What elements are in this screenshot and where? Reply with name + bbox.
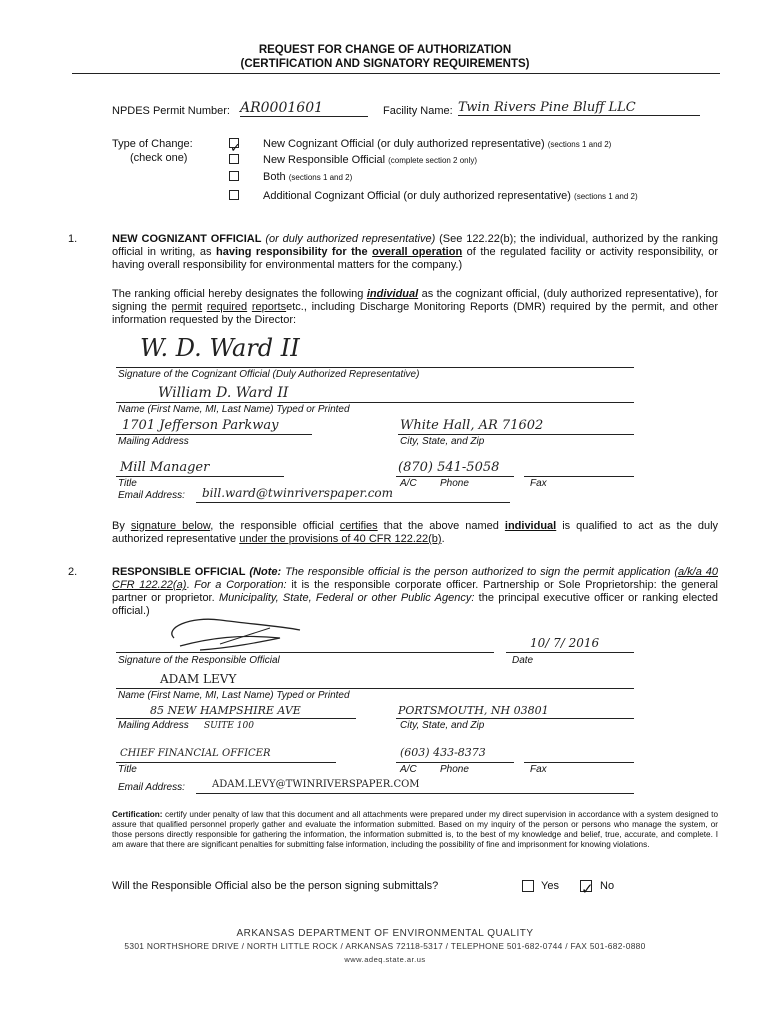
form-title: REQUEST FOR CHANGE OF AUTHORIZATION (258, 44, 512, 56)
form-subtitle: (CERTIFICATION AND SIGNATORY REQUIREMENTS) (240, 58, 530, 70)
section-2-intro: RESPONSIBLE OFFICIAL (Note: The responsible official is the person authorized to sign the permit application (a/k/a 40 CFR 122.22(a). For a Corporation: it is the responsible corporate officer. Partnership or Sole Proprietorship: the general partner or proprietor. Municipality, State, Federal or other Public Agency: the principal executive officer or ranking elected official.) (112, 566, 719, 617)
responsible-title-line (116, 762, 336, 763)
cognizant-signature[interactable]: W. D. Ward II (140, 334, 300, 362)
npdes-label: NPDES Permit Number: (112, 105, 230, 117)
option-both: Both (sections 1 and 2) (263, 171, 353, 183)
yes-checkbox[interactable] (522, 880, 534, 892)
footer-agency: ARKANSAS DEPARTMENT OF ENVIRONMENTAL QUALITY (236, 928, 534, 939)
responsible-address-field[interactable]: 85 NEW HAMPSHIRE AVE (150, 704, 301, 717)
cognizant-email-field[interactable]: bill.ward@twinriverspaper.com (202, 486, 394, 500)
cognizant-fax-caption: Fax (530, 478, 547, 489)
cognizant-fax-line (524, 476, 634, 477)
responsible-date-field[interactable]: 10/ 7/ 2016 (530, 636, 600, 650)
certification-text: Certification: certify under penalty of law that this document and all attachments were prepared under my direct supervision in accordance with a system designed to assure that qualified personnel properly gather and evaluate the information submitted. Based on my inquiry of the person or persons who manage the system, or those persons directly responsible for gathering the information, the information submitted is, to the best of my knowledge and belief, true, accurate, and complete. I am aware that there are significant penalties for submitting false information, including the possibility of fine and imprisonment for knowing violations. (112, 810, 718, 849)
section-1-designation: The ranking official hereby designates the following individual as the cognizant official, (duly authorized representative), for signing the permit required reportsetc., including Discharge Monitoring Reports (DMR) required by the permit, and other information requested by the Director: (112, 288, 718, 326)
cognizant-email-line (196, 502, 510, 503)
cognizant-title-line (116, 476, 284, 477)
responsible-name-field[interactable]: ADAM LEVY (160, 672, 237, 686)
cognizant-name-caption: Name (First Name, MI, Last Name) Typed or Printed (118, 404, 350, 415)
responsible-title-caption: Title (118, 764, 137, 775)
cognizant-phone-line (396, 476, 514, 477)
cognizant-city-field[interactable]: White Hall, AR 71602 (400, 418, 544, 433)
option-both-checkbox[interactable] (229, 171, 239, 181)
section-1-intro: NEW COGNIZANT OFFICIAL (or duly authorized representative) (See 122.22(b); the individual, authorized by the ranking official in writing, as having responsibility for the overall operation of the regulated facility or activity responsibility, or having overall responsibility for environmental matters for the company.) (112, 233, 719, 271)
responsible-email-line (196, 793, 634, 794)
cognizant-name-line (116, 402, 634, 403)
responsible-name-line (116, 688, 634, 689)
responsible-city-field[interactable]: PORTSMOUTH, NH 03801 (398, 704, 549, 717)
responsible-city-caption: City, State, and Zip (400, 720, 485, 731)
cognizant-title-caption: Title (118, 478, 137, 489)
option-additional-cognizant-checkbox[interactable] (229, 190, 239, 200)
npdes-field[interactable]: AR0001601 (240, 100, 368, 117)
responsible-title-field[interactable]: CHIEF FINANCIAL OFFICER (120, 748, 271, 759)
cognizant-phone-field[interactable]: (870) 541-5058 (398, 460, 500, 475)
no-checkbox[interactable] (580, 880, 594, 898)
cognizant-city-caption: City, State, and Zip (400, 436, 485, 447)
option-new-cognizant: New Cognizant Official (or duly authorized representative) (sections 1 and 2) (263, 138, 612, 150)
section-1-number: 1. (68, 233, 78, 245)
checkmark-icon: ✓ (581, 880, 594, 898)
responsible-date-line (506, 652, 634, 653)
responsible-fax-caption: Fax (530, 764, 547, 775)
checkmark-icon: ✓ (230, 141, 241, 156)
responsible-signature[interactable] (160, 608, 320, 658)
responsible-address-field-2[interactable]: SUITE 100 (204, 721, 254, 731)
responsible-signature-caption: Signature of the Responsible Official (118, 655, 280, 666)
responsible-phone-caption: Phone (440, 764, 469, 775)
responsible-name-caption: Name (First Name, MI, Last Name) Typed or Printed (118, 690, 350, 701)
cognizant-phone-caption: Phone (440, 478, 469, 489)
option-additional-cognizant: Additional Cognizant Official (or duly authorized representative) (sections 1 and 2) (263, 190, 638, 202)
responsible-email-field[interactable]: ADAM.LEVY@TWINRIVERSPAPER.COM (212, 779, 420, 790)
cognizant-title-field[interactable]: Mill Manager (120, 460, 210, 475)
cognizant-signature-caption: Signature of the Cognizant Official (Duly Authorized Representative) (118, 369, 420, 380)
signing-question: Will the Responsible Official also be the person signing submittals? (112, 880, 439, 892)
yes-label: Yes (541, 880, 559, 892)
cognizant-signature-line (116, 367, 634, 368)
cognizant-address-caption: Mailing Address (118, 436, 189, 447)
responsible-phone-line (396, 762, 514, 763)
responsible-address-caption: Mailing Address (118, 720, 189, 731)
cognizant-address-field[interactable]: 1701 Jefferson Parkway (122, 418, 279, 433)
facility-field[interactable]: Twin Rivers Pine Bluff LLC (458, 100, 700, 116)
responsible-fax-line (524, 762, 634, 763)
responsible-city-line (396, 718, 634, 719)
option-new-responsible: New Responsible Official (complete section 2 only) (263, 154, 478, 166)
cognizant-name-field[interactable]: William D. Ward II (158, 385, 289, 401)
cognizant-address-line (116, 434, 312, 435)
section-1-closing: By signature below, the responsible official certifies that the above named individual is qualified to act as the duly authorized representative under the provisions of 40 CFR 122.22(b). (112, 520, 719, 545)
facility-label: Facility Name: (383, 105, 453, 117)
cognizant-email-label: Email Address: (118, 490, 185, 501)
section-2-number: 2. (68, 566, 78, 578)
no-label: No (600, 880, 615, 892)
responsible-ac-caption: A/C (400, 764, 417, 775)
header-rule (72, 73, 720, 74)
change-type-sublabel: (check one) (130, 152, 188, 164)
responsible-email-label: Email Address: (118, 782, 185, 793)
responsible-phone-field[interactable]: (603) 433-8373 (400, 746, 486, 759)
responsible-signature-line (116, 652, 494, 653)
cognizant-city-line (398, 434, 634, 435)
footer-address: 5301 NORTHSHORE DRIVE / NORTH LITTLE ROCK / ARKANSAS 72118-5317 / TELEPHONE 501-682-0744 / FAX 501-682-0880 (124, 941, 646, 951)
option-new-cognizant-checkbox[interactable] (229, 138, 241, 156)
responsible-address-line (116, 718, 356, 719)
option-new-responsible-checkbox[interactable] (229, 154, 239, 164)
footer-web: www.adeq.state.ar.us (344, 955, 426, 964)
change-type-label: Type of Change: (112, 138, 193, 150)
responsible-date-caption: Date (512, 655, 534, 666)
cognizant-ac-caption: A/C (400, 478, 417, 489)
